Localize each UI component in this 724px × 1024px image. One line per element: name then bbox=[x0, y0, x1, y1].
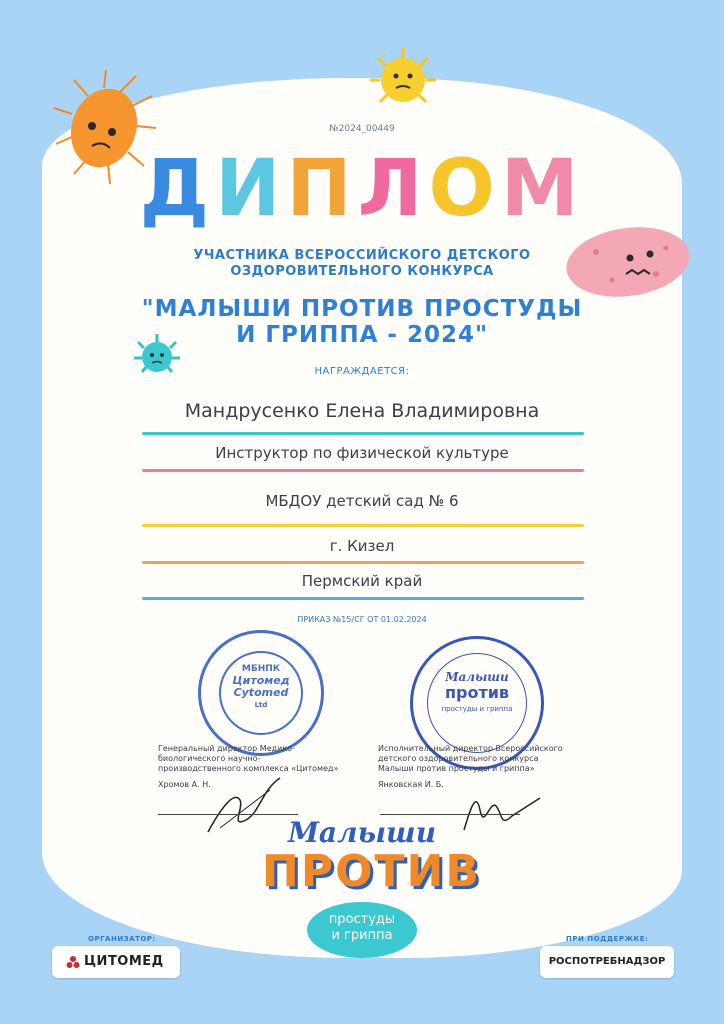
subtitle bbox=[0, 248, 724, 280]
signer-name: Янковская И. Б. bbox=[378, 780, 444, 789]
divider-line bbox=[142, 524, 584, 527]
title-letter: О bbox=[428, 144, 501, 234]
document-number: №2024_00449 bbox=[329, 124, 395, 134]
organizer-label: ОРГАНИЗАТОР: bbox=[88, 935, 156, 943]
left-signature-line bbox=[158, 814, 298, 815]
stamp-text bbox=[413, 669, 541, 717]
recipient-position: Инструктор по физической культуре bbox=[215, 444, 509, 462]
signer-title-line: Генеральный директор Медико- bbox=[158, 744, 295, 753]
support-label: ПРИ ПОДДЕРЖКЕ: bbox=[566, 935, 649, 943]
divider-line bbox=[142, 597, 584, 600]
logo-virus-badge bbox=[307, 902, 417, 958]
title-letter: Д bbox=[139, 144, 216, 234]
stamp-text bbox=[201, 663, 321, 711]
cytomed-logo-icon bbox=[66, 955, 80, 969]
organizer-badge bbox=[52, 946, 180, 978]
contest-name bbox=[0, 296, 724, 348]
signer-title-line: Исполнительный директор Всероссийского bbox=[378, 744, 563, 753]
right-signature-icon bbox=[456, 780, 546, 840]
diploma-title bbox=[0, 144, 724, 234]
stamp-line: простуды и гриппа bbox=[441, 705, 513, 713]
signer-title-line: Малыши против простуды и гриппа» bbox=[378, 764, 535, 773]
logo-line: Малыши bbox=[287, 816, 437, 849]
recipient-region: Пермский край bbox=[301, 572, 423, 590]
divider-line bbox=[142, 561, 584, 564]
title-letter: П bbox=[286, 144, 358, 234]
support-name: РОСПОТРЕБНАДЗОР bbox=[548, 956, 666, 967]
title-letter: М bbox=[500, 144, 585, 234]
title-letter: Л bbox=[357, 144, 429, 234]
divider-line bbox=[142, 432, 584, 435]
contest-logo bbox=[262, 816, 481, 988]
organization-stamp bbox=[198, 630, 324, 756]
order-number: ПРИКАЗ №15/СГ ОТ 01.02.2024 bbox=[297, 615, 427, 624]
support-badge bbox=[540, 946, 674, 978]
stamp-line: Малыши bbox=[445, 670, 509, 684]
logo-line: ПРОТИВ bbox=[262, 846, 481, 897]
signer-title-line: детского оздоровительного конкурса bbox=[378, 754, 539, 763]
recipient-organization: МБДОУ детский сад № 6 bbox=[265, 492, 459, 510]
signer-name: Хромов А. Н. bbox=[158, 780, 211, 789]
recipient-city: г. Кизел bbox=[329, 537, 395, 555]
awarded-label: НАГРАЖДАЕТСЯ: bbox=[314, 366, 410, 377]
right-signature-line bbox=[380, 814, 520, 815]
stamp-line: Cytomed bbox=[233, 686, 289, 699]
title-letter: И bbox=[215, 144, 287, 234]
stamp-line: против bbox=[444, 683, 510, 702]
subtitle-line: УЧАСТНИКА ВСЕРОССИЙСКОГО ДЕТСКОГО bbox=[193, 248, 531, 263]
recipient-name: Мандрусенко Елена Владимировна bbox=[184, 400, 540, 422]
organizer-name: ЦИТОМЕД bbox=[84, 954, 164, 969]
subtitle-line: ОЗДОРОВИТЕЛЬНОГО КОНКУРСА bbox=[230, 264, 494, 279]
contest-line: И ГРИППА - 2024" bbox=[236, 322, 488, 348]
contest-line: "МАЛЫШИ ПРОТИВ ПРОСТУДЫ bbox=[141, 296, 583, 322]
yellow-germ-icon bbox=[366, 44, 440, 108]
divider-line bbox=[142, 469, 584, 472]
logo-line: простуды bbox=[328, 912, 396, 927]
signer-title-line: биологического научно- bbox=[158, 754, 261, 763]
stamp-line: Ltd bbox=[254, 701, 268, 709]
logo-line: и гриппа bbox=[331, 928, 393, 943]
stamp-line: МБНПК bbox=[241, 664, 281, 674]
stamp-line: Цитомед bbox=[232, 674, 290, 687]
signer-title-line: производственного комплекса «Цитомед» bbox=[158, 764, 339, 773]
